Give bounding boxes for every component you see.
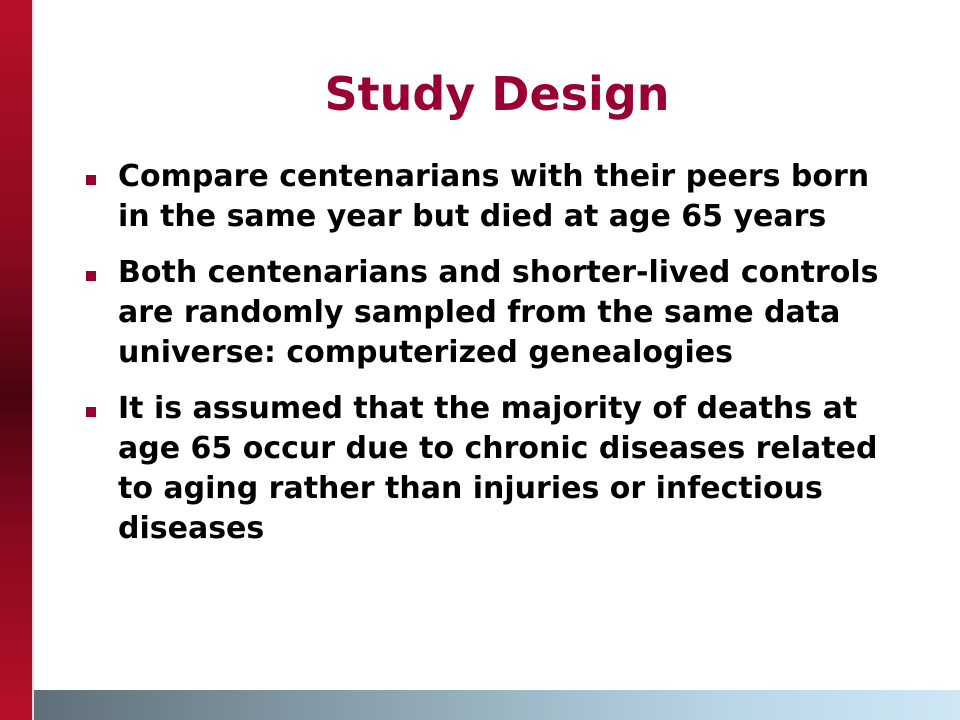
bottom-decorative-bar: [34, 690, 960, 720]
square-bullet-icon: [86, 175, 96, 185]
bullet-item: [86, 389, 898, 549]
bullet-item: [86, 253, 898, 373]
slide-title: Study Design: [324, 67, 670, 121]
bullet-text: Both centenarians and shorter-lived controls are randomly sampled from the same data universe: computerized genealogies: [118, 255, 879, 370]
bullet-text: Compare centenarians with their peers born in the same year but died at age 65 years: [118, 159, 870, 234]
bullet-item: [86, 157, 898, 237]
left-decorative-bar: [0, 0, 32, 720]
bullet-list: [86, 157, 898, 565]
square-bullet-icon: [86, 271, 96, 281]
bullet-text: It is assumed that the majority of deaths at age 65 occur due to chronic diseases related to aging rather than injuries or infectious diseases: [118, 391, 878, 546]
square-bullet-icon: [86, 407, 96, 417]
